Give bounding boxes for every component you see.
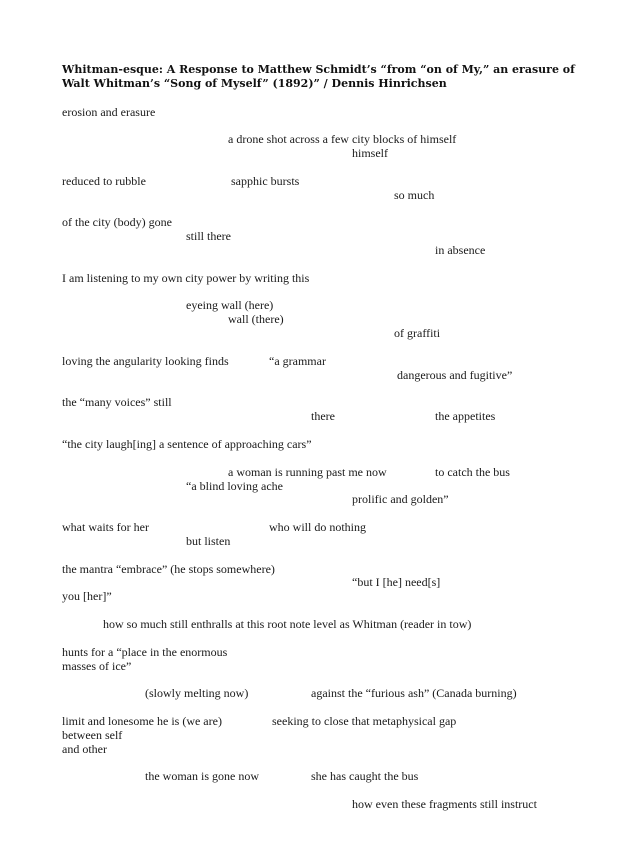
poem-line: loving the angularity looking finds: [62, 354, 229, 368]
poem-line: limit and lonesome he is (we are): [62, 714, 222, 728]
poem-line: seeking to close that metaphysical gap: [272, 714, 457, 728]
poem-line: what waits for her: [62, 520, 149, 534]
poem-line: but listen: [186, 534, 231, 548]
poem-line: who will do nothing: [269, 520, 367, 534]
poem-line: (slowly melting now): [145, 686, 249, 700]
poem-line: you [her]”: [62, 589, 112, 603]
poem-line: “a blind loving ache: [186, 479, 283, 493]
poem-line: how even these fragments still instruct: [352, 797, 537, 811]
poem-line: the “many voices” still: [62, 395, 172, 409]
poem-line: reduced to rubble: [62, 174, 146, 188]
poem-line: “but I [he] need[s]: [352, 575, 441, 589]
poem-title: Whitman-esque: A Response to Matthew Schmidt’s “from “on of My,” an erasure of Walt Whitman’s “Song of Myself” (1892)” / Dennis Hinrichsen: [62, 63, 575, 90]
poem-line: eyeing wall (here): [186, 298, 274, 312]
poem-line: there: [311, 409, 335, 423]
poem-line: against the “furious ash” (Canada burning): [311, 686, 517, 700]
poem-line: in absence: [435, 243, 486, 257]
poem-line: of the city (body) gone: [62, 215, 172, 229]
poem-line: dangerous and fugitive”: [397, 368, 513, 382]
poem-line: a drone shot across a few city blocks of himself: [228, 132, 457, 146]
poem-line: sapphic bursts: [231, 174, 300, 188]
poem-line: the appetites: [435, 409, 496, 423]
poem-line: between self: [62, 728, 123, 742]
poem-line: himself: [352, 146, 388, 160]
poem-line: so much: [394, 188, 435, 202]
poem-line: she has caught the bus: [311, 769, 419, 783]
poem-line: still there: [186, 229, 231, 243]
poem-line: the woman is gone now: [145, 769, 259, 783]
poem-line: I am listening to my own city power by writing this: [62, 271, 310, 285]
poem-line: masses of ice”: [62, 659, 132, 673]
poem-line: “a grammar: [269, 354, 326, 368]
poem-line: prolific and golden”: [352, 492, 449, 506]
poem-line: of graffiti: [394, 326, 441, 340]
poem-line: and other: [62, 742, 107, 756]
poem-line: erosion and erasure: [62, 105, 156, 119]
poem-line: to catch the bus: [435, 465, 510, 479]
poem-line: how so much still enthralls at this root note level as Whitman (reader in tow): [103, 617, 472, 631]
poem-line: wall (there): [228, 312, 284, 326]
poem-line: hunts for a “place in the enormous: [62, 645, 228, 659]
poem-line: a woman is running past me now: [228, 465, 387, 479]
poem-line: the mantra “embrace” (he stops somewhere): [62, 562, 275, 576]
poem-line: “the city laugh[ing] a sentence of approaching cars”: [62, 437, 312, 451]
